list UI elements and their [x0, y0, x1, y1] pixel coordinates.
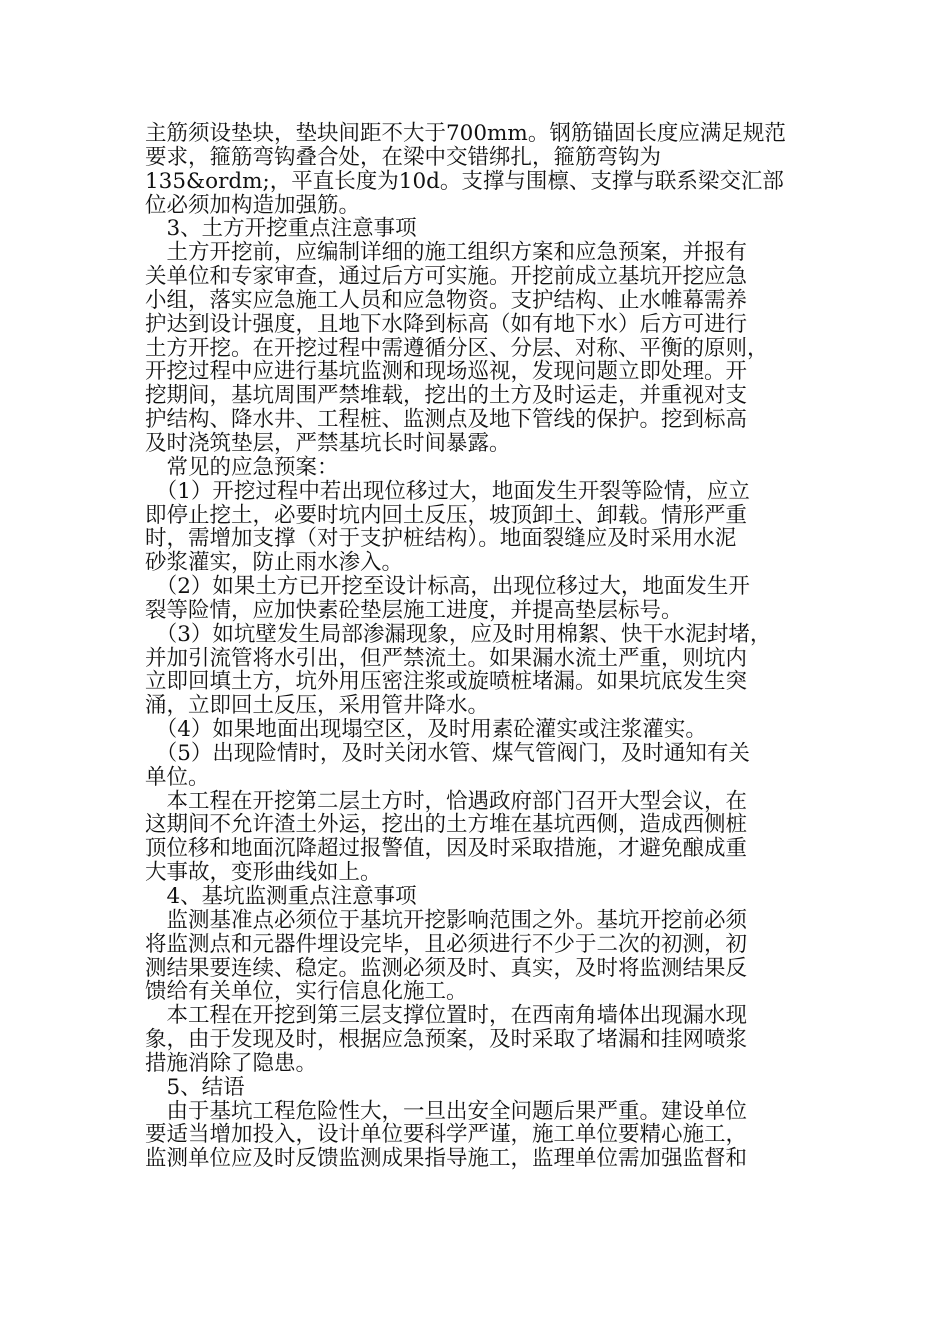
text-line: 土方开挖。在开挖过程中需遵循分区、分层、对称、平衡的原则，: [145, 335, 769, 361]
text-line: 这期间不允许渣土外运，挖出的土方堆在基坑西侧，造成西侧桩: [145, 812, 748, 838]
text-line: （3）如坑壁发生局部渗漏现象，应及时用棉絮、快干水泥封堵，: [145, 621, 772, 647]
text-line: 单位。: [145, 764, 210, 790]
text-line: 涌，立即回土反压，采用管井降水。: [145, 693, 490, 719]
text-line: 砂浆灌实，防止雨水渗入。: [145, 550, 404, 576]
text-line: 将监测点和元器件埋设完毕，且必须进行不少于二次的初测，初: [145, 931, 748, 957]
text-line: 顶位移和地面沉降超过报警值，因及时采取措施，才避免酿成重: [145, 836, 748, 862]
text-line: 裂等险情，应加快素砼垫层施工进度，并提高垫层标号。: [145, 597, 683, 623]
text-line: 测结果要连续、稳定。监测必须及时、真实，及时将监测结果反: [145, 955, 748, 981]
text-line: 立即回填土方，坑外用压密注浆或旋喷桩堵漏。如果坑底发生突: [145, 669, 748, 695]
text-line: （1）开挖过程中若出现位移过大，地面发生开裂等险情，应立: [145, 478, 750, 504]
section-heading: 3、土方开挖重点注意事项: [145, 216, 417, 242]
text-line: 开挖过程中应进行基坑监测和现场巡视，发现问题立即处理。开: [145, 359, 748, 385]
text-line: （2）如果土方已开挖至设计标高，出现位移过大，地面发生开: [145, 574, 750, 600]
text-line: （5）出现险情时，及时关闭水管、煤气管阀门，及时通知有关: [145, 740, 750, 766]
text-line: 监测单位应及时反馈监测成果指导施工，监理单位需加强监督和: [145, 1146, 748, 1172]
text-line: 护达到设计强度，且地下水降到标高（如有地下水）后方可进行: [145, 311, 748, 337]
text-line: 并加引流管将水引出，但严禁流土。如果漏水流土严重，则坑内: [145, 645, 748, 671]
text-line: 大事故，变形曲线如上。: [145, 860, 382, 886]
text-line: 要适当增加投入，设计单位要科学严谨，施工单位要精心施工，: [145, 1122, 748, 1148]
text-line: 135&ordm;，平直长度为10d。支撑与围檩、支撑与联系梁交汇部: [145, 168, 784, 194]
text-line: 及时浇筑垫层，严禁基坑长时间暴露。: [145, 430, 511, 456]
text-line: 由于基坑工程危险性大，一旦出安全问题后果严重。建设单位: [145, 1098, 748, 1124]
text-line: 要求，箍筋弯钩叠合处，在梁中交错绑扎，箍筋弯钩为: [145, 144, 662, 170]
text-line: 挖期间，基坑周围严禁堆载，挖出的土方及时运走，并重视对支: [145, 383, 748, 409]
text-line: 土方开挖前，应编制详细的施工组织方案和应急预案，并报有: [145, 240, 748, 266]
document-body: [145, 122, 810, 1171]
text-line: 本工程在开挖第二层土方时，恰遇政府部门召开大型会议，在: [145, 788, 748, 814]
text-line: 监测基准点必须位于基坑开挖影响范围之外。基坑开挖前必须: [145, 907, 748, 933]
text-line: 常见的应急预案：: [145, 454, 339, 480]
text-line: 关单位和专家审查，通过后方可实施。开挖前成立基坑开挖应急: [145, 264, 748, 290]
text-line: （4）如果地面出现塌空区，及时用素砼灌实或注浆灌实。: [145, 717, 707, 743]
text-line: 主筋须设垫块，垫块间距不大于700mm。钢筋锚固长度应满足规范: [145, 121, 786, 146]
text-line: 小组，落实应急施工人员和应急物资。支护结构、止水帷幕需养: [145, 287, 748, 313]
text-line: 即停止挖土，必要时坑内回土反压，坡顶卸土、卸载。情形严重: [145, 502, 748, 528]
section-heading: 4、基坑监测重点注意事项: [145, 884, 417, 909]
section-heading: 5、结语: [145, 1074, 245, 1100]
text-line: 措施消除了隐患。: [145, 1050, 318, 1076]
text-line: 本工程在开挖到第三层支撑位置时，在西南角墙体出现漏水现: [145, 1003, 748, 1029]
text-line: 馈给有关单位，实行信息化施工。: [145, 979, 468, 1005]
text-line: 位必须加构造加强筋。: [145, 192, 361, 218]
text-line: 护结构、降水井、工程桩、监测点及地下管线的保护。挖到标高: [145, 407, 748, 433]
text-line: 象，由于发现及时，根据应急预案，及时采取了堵漏和挂网喷浆: [145, 1027, 748, 1053]
text-line: 时，需增加支撑（对于支护桩结构）。地面裂缝应及时采用水泥: [145, 526, 737, 552]
